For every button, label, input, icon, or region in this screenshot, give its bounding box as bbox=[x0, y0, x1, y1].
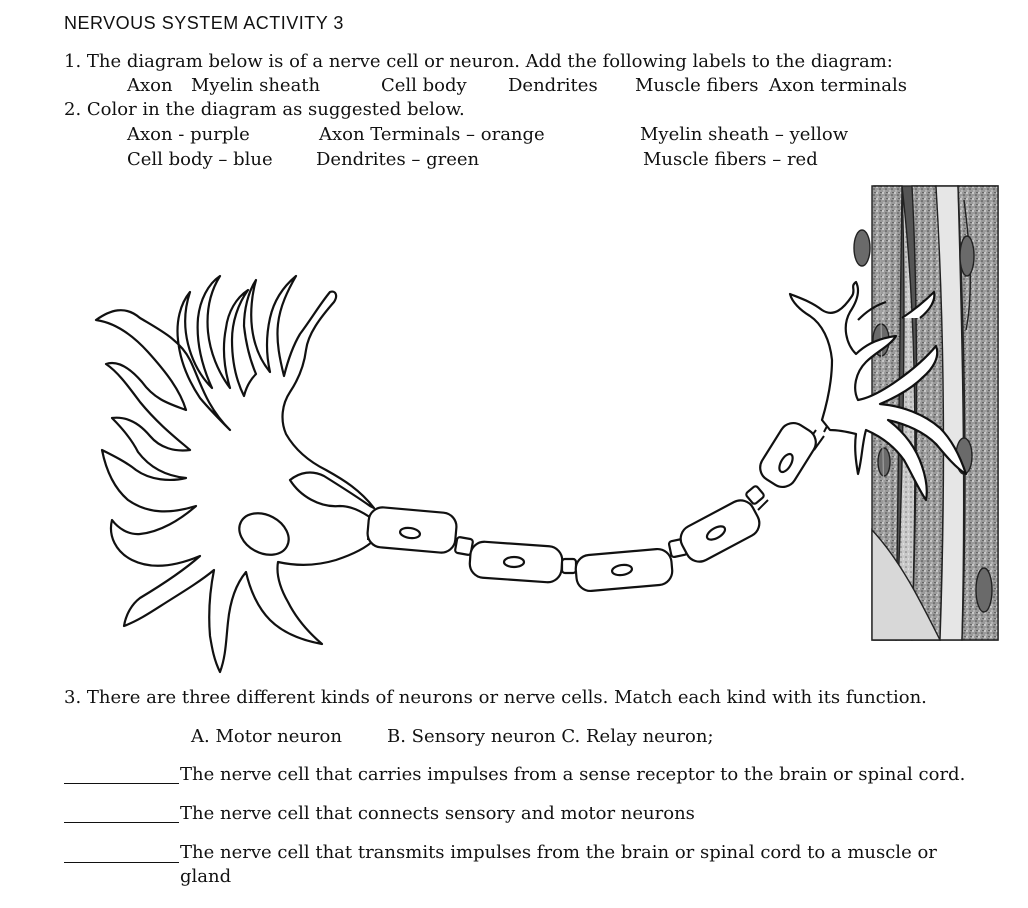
item-3-text-continued: gland bbox=[180, 866, 232, 887]
color-muscle-fibers: Muscle fibers – red bbox=[643, 149, 818, 170]
answer-blank-2[interactable] bbox=[64, 822, 179, 823]
label-option-axon-terminals: Axon terminals bbox=[769, 75, 907, 96]
cell-body bbox=[96, 276, 374, 672]
answer-blank-3[interactable] bbox=[64, 862, 179, 863]
option-motor-neuron: A. Motor neuron bbox=[191, 726, 342, 747]
q2-prompt: 2. Color in the diagram as suggested below. bbox=[64, 99, 465, 120]
color-cell-body: Cell body – blue bbox=[127, 149, 273, 170]
label-option-axon: Axon bbox=[127, 75, 173, 96]
label-option-cell-body: Cell body bbox=[381, 75, 467, 96]
q1-prompt: 1. The diagram below is of a nerve cell or neuron. Add the following labels to the diagram: bbox=[64, 51, 893, 72]
q3-prompt: 3. There are three different kinds of neurons or nerve cells. Match each kind with its function. bbox=[64, 687, 927, 708]
color-axon-terminals: Axon Terminals – orange bbox=[319, 124, 545, 145]
option-sensory-relay-neuron: B. Sensory neuron C. Relay neuron; bbox=[387, 726, 714, 747]
label-option-myelin-sheath: Myelin sheath bbox=[191, 75, 321, 96]
page-title: NERVOUS SYSTEM ACTIVITY 3 bbox=[64, 13, 344, 33]
color-axon: Axon - purple bbox=[127, 124, 250, 145]
label-option-dendrites: Dendrites bbox=[508, 75, 598, 96]
color-dendrites: Dendrites – green bbox=[316, 149, 480, 170]
item-2-text: The nerve cell that connects sensory and motor neurons bbox=[180, 803, 695, 824]
color-myelin-sheath: Myelin sheath – yellow bbox=[640, 124, 849, 145]
myelin-sheath bbox=[366, 418, 821, 592]
item-1-text: The nerve cell that carries impulses from a sense receptor to the brain or spinal cord. bbox=[180, 764, 966, 785]
label-option-muscle-fibers: Muscle fibers bbox=[635, 75, 759, 96]
item-3-text: The nerve cell that transmits impulses from the brain or spinal cord to a muscle or bbox=[180, 842, 937, 863]
answer-blank-1[interactable] bbox=[64, 783, 179, 784]
